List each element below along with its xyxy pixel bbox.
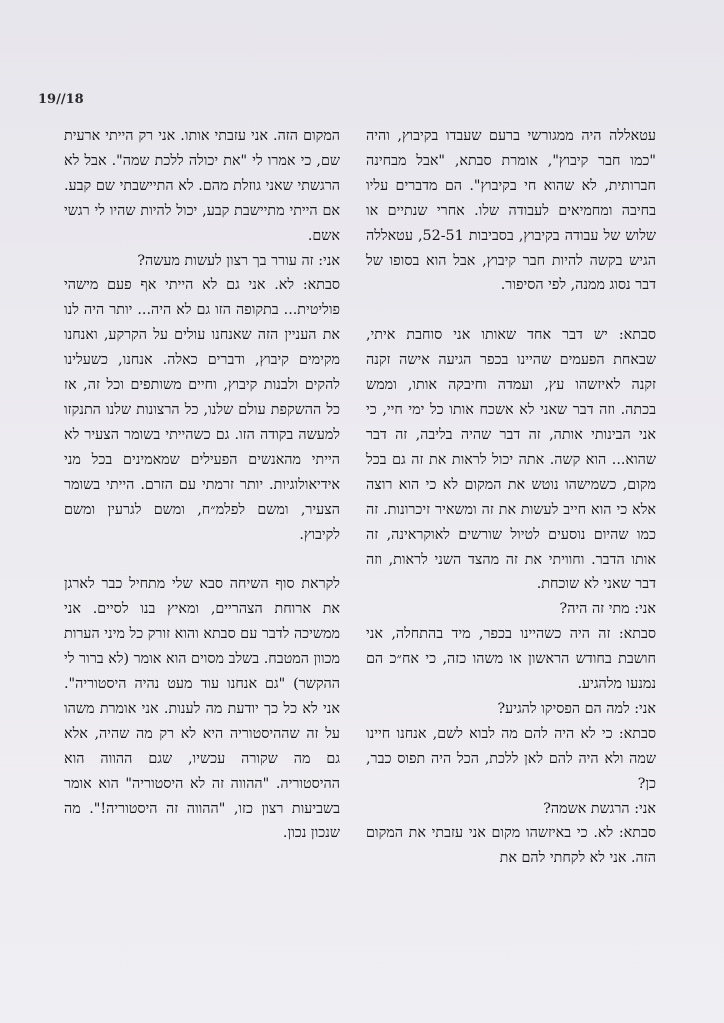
paragraph: סבתא: לא. אני גם לא הייתי אף פעם מישהי פוליטית... בתקופה הזו גם לא היה... יותר היה לנו את העניין הזה שאנחנו עולים על הקרקע, ואנחנו מקימים קיבוץ, ודברים כאלה. אנחנו, כשעלינו להקים ולבנות קיבוץ, וחיים משותפים וכל זה, אז כל ההשקפת עולם שלנו, כל הרצונות שלנו התנקזו למעשה בקודה הזו. גם כשהייתי בשומר הצעיר לא הייתי מהאנשים הפעילים שמאמינים בכל מני אידיאולוגיות. יותר זרמתי עם הזרם. הייתי בשומר הצעיר, ומשם לפלמ״ח, ומשם לגרעין ומשם לקיבוץ. (64, 277, 340, 543)
paragraph: אני: זה עורר בך רצון לעשות מעשה? (137, 252, 340, 269)
page-number: 19//18 (38, 92, 84, 107)
paragraph: אני: מתי זה היה? (559, 601, 656, 618)
left-text-column (64, 124, 340, 846)
right-text-column (366, 124, 656, 871)
paragraph-gap (64, 547, 340, 572)
paragraph: אני: למה הם הפסיקו להגיע? (497, 700, 656, 717)
paragraph: המקום הזה. אני עזבתי אותו. אני רק הייתי ארעית שם, כי אמרו לי "את יכולה ללכת שמה". אבל לא הרגשתי שאני גוזלת מהם. לא התיישבתי שם קבע. אם הייתי מתיישבת קבע, יכול להיות שהיו לי רגשי אשם. (64, 128, 340, 244)
paragraph: אני: הרגשת אשמה? (543, 800, 656, 817)
paragraph: סבתא: לא. כי באיזשהו מקום אני עזבתי את המקום הזה. אני לא לקחתי להם את (366, 825, 656, 867)
paragraph: עטאללה היה ממגורשי ברעם שעבדו בקיבוץ, והיה "כמו חבר קיבוץ", אומרת סבתא, "אבל מבחינה חברותית, לא שהוא חי בקיבוץ". הם מדברים עליו בחיבה ומחמיאים לעבודה שלו. אחרי שנתיים או שלוש של עבודה בקיבוץ, בסביבות 52-51, עטאללה הגיש בקשה להיות חבר קיבוץ, אבל הוא בסופו של דבר נסוג ממנה, לפי הסיפור. (366, 128, 657, 294)
paragraph: סבתא: יש דבר אחד שאותו אני סוחבת איתי, שבאחת הפעמים שהיינו בכפר הגיעה אישה זקנה זקנה לאיזשהו עץ, ועמדה וחיבקה אותו, וממש בכתה. וזה דבר שאני לא אשכח אותו כל ימי חיי, כי אני הבינותי אותה, זה דבר שהיה בליבה, זה דבר שהוא... הוא קשה. אתה יכול לראות את זה גם בכל מקום, כשמישהו נוטש את המקום לא כי הוא רוצה אלא כי הוא חייב לעשות את זה ומשאיר זיכרונות. זה כמו שהיום נוסעים לטיול שורשים לאוקראינה, זה אותו הדבר. וחוויתי את זה מהצד השני לראות, וזה דבר שאני לא שוכחת. (366, 327, 656, 593)
paragraph: סבתא: זה היה כשהיינו בכפר, מיד בהתחלה, אני חושבת בחודש הראשון או משהו כזה, כי אח״כ הם נמנעו מלהגיע. (366, 626, 656, 693)
paragraph: לקראת סוף השיחה סבא שלי מתחיל כבר לארגן את ארוחת הצהריים, ומאיץ בנו לסיים. אני ממשיכה לדבר עם סבתא והוא זורק כל מיני הערות מכוון המטבח. בשלב מסוים הוא אומר (לא ברור לי ההקשר) "גם אנחנו עוד מעט נהיה היסטוריה". אני לא כל כך יודעת מה לענות. אני אומרת משהו על זה שההיסטוריה היא לא רק מה שהיה, אלא גם מה שקורה עכשיו, שגם ההווה הוא ההיסטוריה. "ההווה זה לא היסטוריה" הוא אומר בשביעות רצון כזו, "ההווה זה היסטוריה!". מה שנכון נכון. (64, 576, 340, 842)
paragraph: סבתא: כי לא היה להם מה לבוא לשם, אנחנו חיינו שמה ולא היה להם לאן ללכת, הכל היה תפוס כבר, כן? (366, 725, 656, 792)
paragraph-gap (366, 298, 656, 323)
